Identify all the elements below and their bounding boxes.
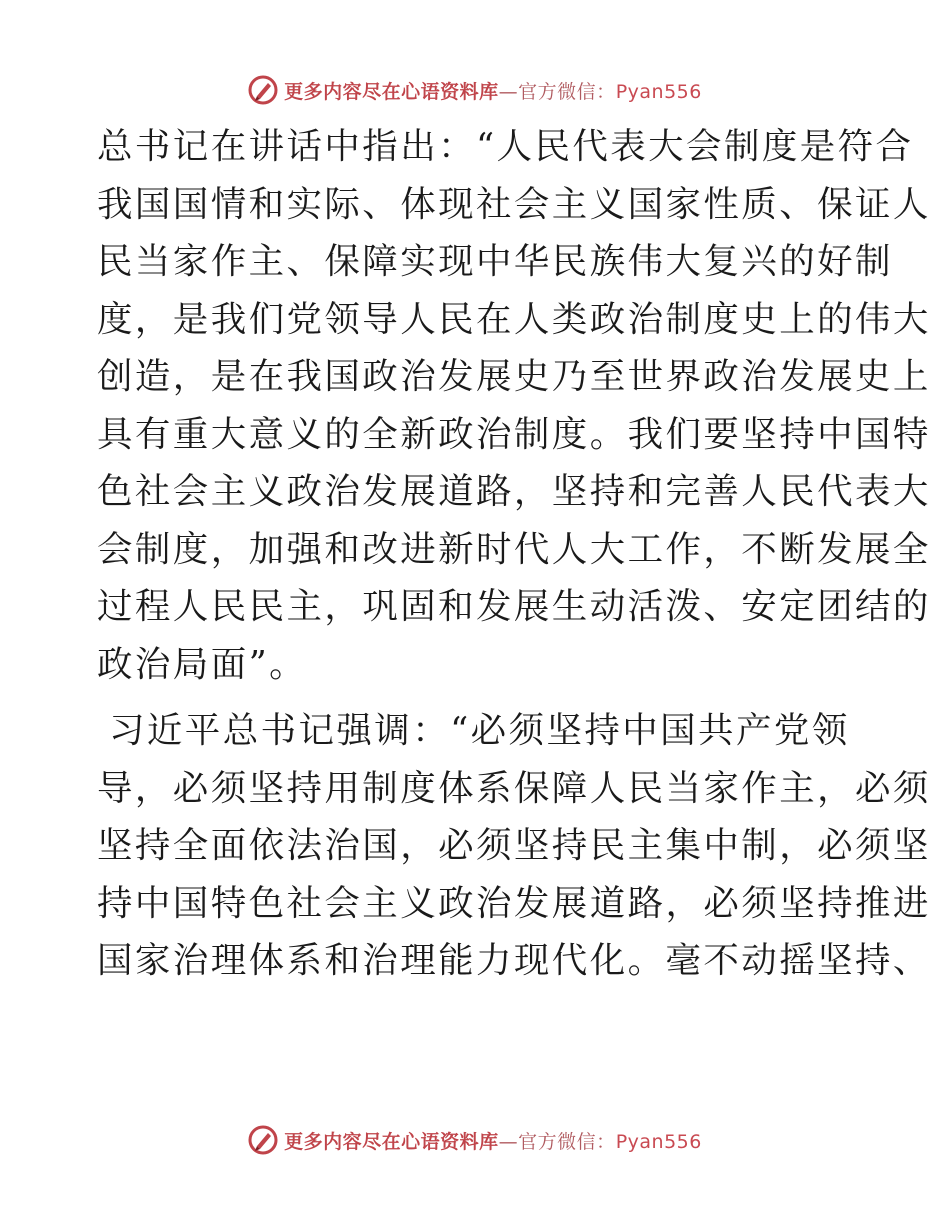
watermark-separator: — — [498, 80, 519, 103]
watermark-text — [284, 1127, 702, 1154]
text-line: 国家治理体系和治理能力现代化。毫不动摇坚持、 — [97, 940, 931, 981]
text-line: 坚持全面依法治国，必须坚持民主集中制，必须坚 — [97, 825, 931, 866]
text-line: 具有重大意义的全新政治制度。我们要坚持中国特 — [97, 413, 931, 455]
text-line: 我国国情和实际、体现社会主义国家性质、保证人 — [97, 183, 931, 225]
watermark-main: 更多内容尽在心语资料库 — [284, 80, 499, 103]
text-line: 持中国特色社会主义政治发展道路，必须坚持推进 — [97, 882, 931, 924]
text-line: 导，必须坚持用制度体系保障人民当家作主，必须 — [97, 767, 931, 809]
watermark-text — [284, 77, 702, 104]
text-line: 总书记在讲话中指出：“人民代表大会制度是符合 — [97, 126, 914, 167]
text-line: 会制度，加强和改进新时代人大工作，不断发展全 — [97, 528, 931, 570]
watermark-wechat-id: Pyan556 — [615, 1130, 702, 1153]
paragraph-2 — [97, 702, 931, 990]
text-line: 色社会主义政治发展道路，坚持和完善人民代表大 — [97, 471, 931, 512]
pen-logo-icon — [248, 75, 278, 105]
text-line: 民当家作主、保障实现中华民族伟大复兴的好制 — [97, 241, 893, 282]
text-line: 度，是我们党领导人民在人类政治制度史上的伟大 — [97, 298, 931, 340]
footer-watermark — [0, 1120, 950, 1160]
document-body — [97, 118, 931, 990]
paragraph-gap — [97, 693, 857, 702]
watermark-wechat-id: Pyan556 — [615, 80, 702, 103]
text-line: 过程人民民主，巩固和发展生动活泼、安定团结的 — [97, 586, 931, 627]
watermark-wechat-label: 官方微信： — [518, 80, 616, 103]
pen-logo-icon — [248, 1125, 278, 1155]
text-line: 习近平总书记强调：“必须坚持中国共产党领 — [109, 710, 850, 751]
watermark-main: 更多内容尽在心语资料库 — [284, 1130, 499, 1153]
text-line: 创造，是在我国政治发展史乃至世界政治发展史上 — [97, 356, 931, 397]
watermark-separator: — — [498, 1130, 519, 1153]
watermark-wechat-label: 官方微信： — [518, 1130, 616, 1153]
text-line: 政治局面”。 — [97, 643, 308, 685]
header-watermark — [0, 70, 950, 110]
paragraph-1 — [97, 118, 931, 693]
